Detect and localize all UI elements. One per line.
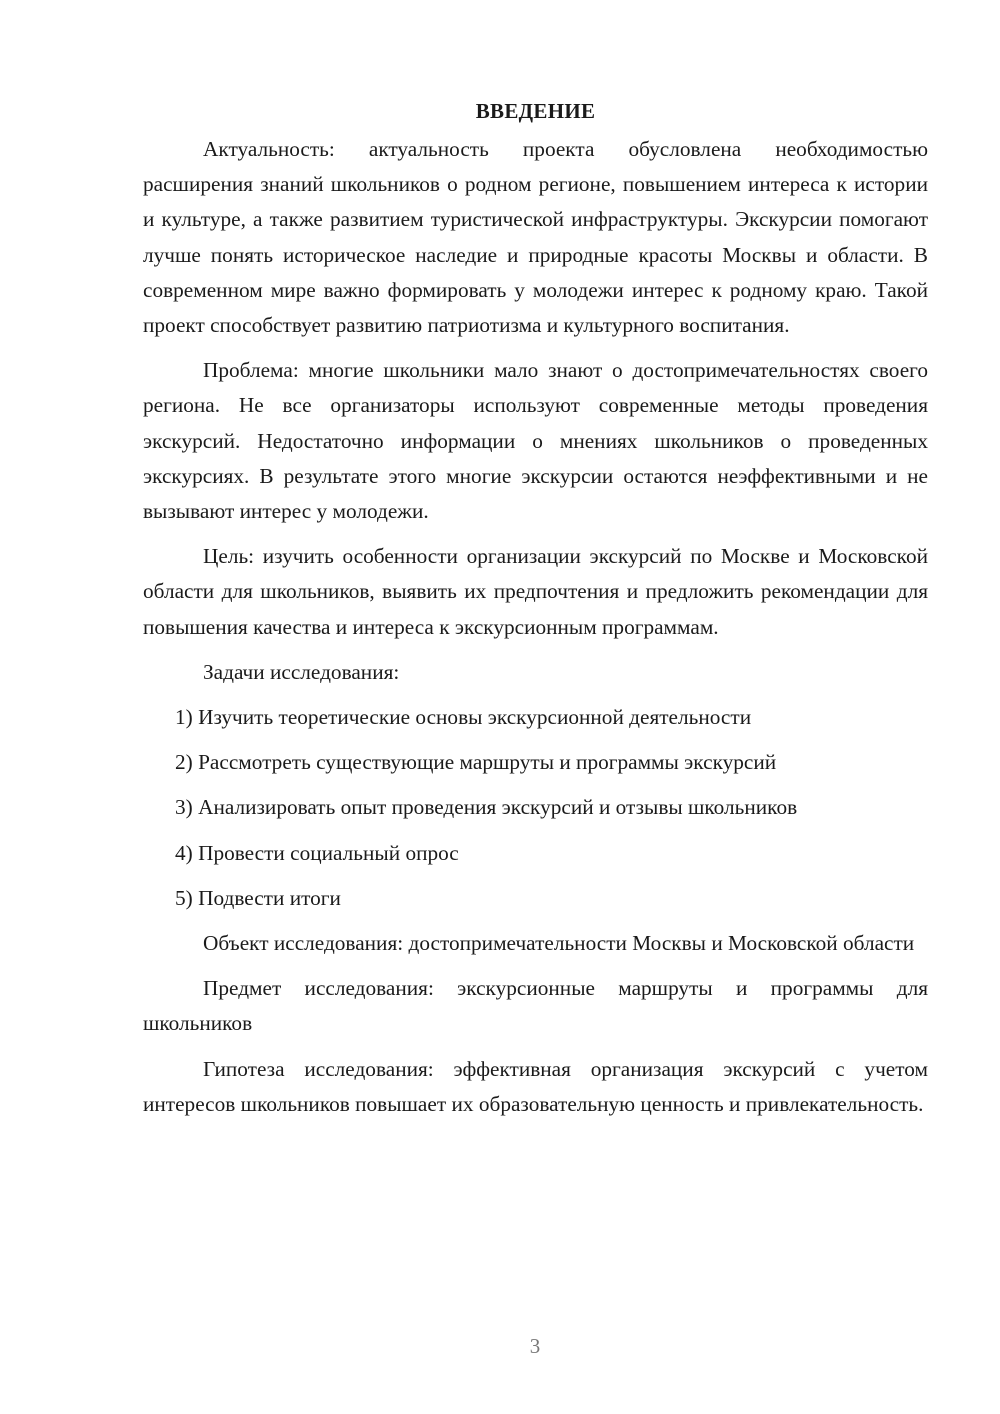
paragraph-relevance: Актуальность: актуальность проекта обусловлена необходимостью расширения знаний школьников о родном регионе, повышением интереса к истории и культуре, а также развитием туристической инфраструктуры. Экскурсии помогают лучше понять историческое наследие и природные красоты Москвы и области. В современном мире важно формировать у молодежи интерес к родному краю. Такой проект способствует развитию патриотизма и культурного воспитания. [143, 137, 928, 338]
task-item: 3) Анализировать опыт проведения экскурсий и отзывы школьников [175, 795, 798, 820]
paragraph-object: Объект исследования: достопримечательности Москвы и Московской области [203, 931, 915, 956]
paragraph-goal: Цель: изучить особенности организации экскурсий по Москве и Московской области для школьников, выявить их предпочтения и предложить рекомендации для повышения качества и интереса к экскурсионным программам. [143, 544, 928, 639]
task-item: 5) Подвести итоги [175, 885, 341, 910]
document-page [143, 96, 928, 1132]
document-title: ВВЕДЕНИЕ [475, 99, 596, 123]
task-item: 1) Изучить теоретические основы экскурсионной деятельности [175, 705, 752, 730]
paragraph-problem: Проблема: многие школьники мало знают о достопримечательностях своего региона. Не все организаторы используют современные методы проведения экскурсий. Недостаточно информации о мнениях школьников о проведенных экскурсиях. В результате этого многие экскурсии остаются неэффективными и не вызывают интерес у молодежи. [143, 358, 928, 524]
paragraph-hypothesis: Гипотеза исследования: эффективная организация экскурсий с учетом интересов школьников повышает их образовательную ценность и привлекательность. [143, 1056, 928, 1116]
tasks-label: Задачи исследования: [203, 659, 400, 684]
task-item: 2) Рассмотреть существующие маршруты и программы экскурсий [175, 750, 777, 775]
page-number: 3 [529, 1334, 541, 1358]
paragraph-subject: Предмет исследования: экскурсионные маршруты и программы для школьников [143, 976, 928, 1036]
task-item: 4) Провести социальный опрос [175, 840, 459, 865]
task-list [143, 700, 928, 916]
